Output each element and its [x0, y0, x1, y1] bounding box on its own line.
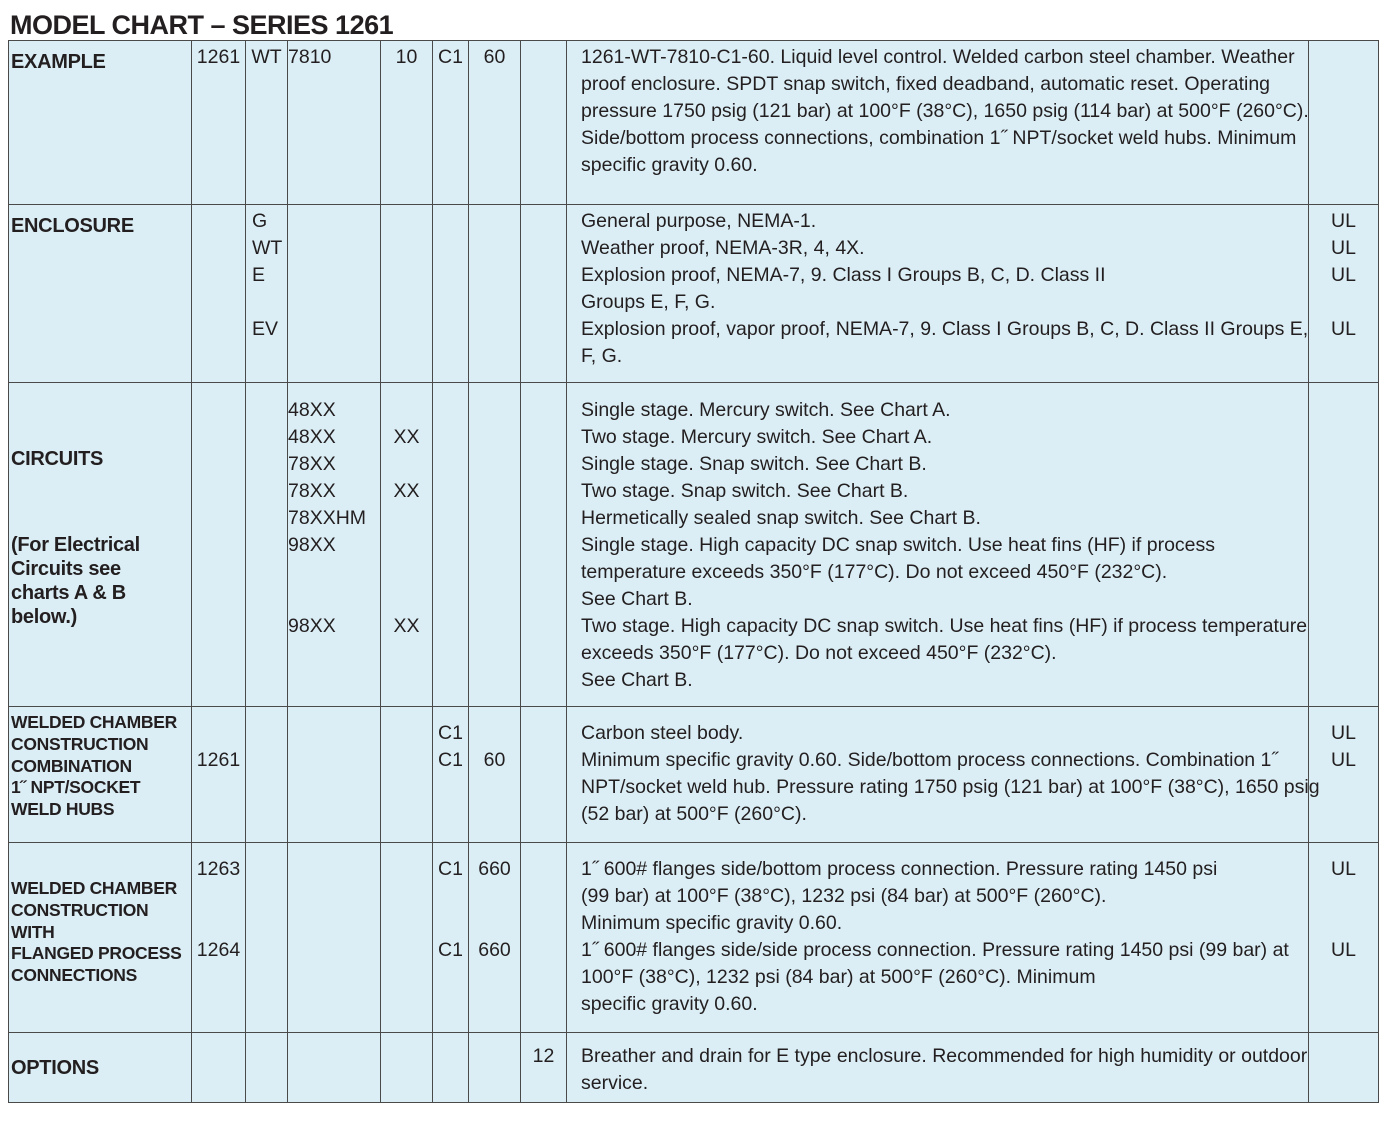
circuits-note: (For Electrical Circuits see charts A & B below.) [11, 534, 140, 628]
row-welded-chamber [9, 707, 1379, 843]
options-label: OPTIONS [11, 1057, 99, 1079]
circuits-label: CIRCUITS [11, 448, 104, 470]
example-circuit2: 10 [395, 46, 418, 68]
row-flanged [9, 843, 1379, 1033]
enclosure-label: ENCLOSURE [11, 215, 134, 237]
welded-chamber-label: WELDED CHAMBER CONSTRUCTION COMBINATION 1˝ NPT/SOCKET WELD HUBS [11, 712, 177, 820]
welded-gravity: 60 [469, 707, 521, 843]
example-gravity: 60 [483, 46, 506, 68]
flanged-approvals: UL UL [1309, 843, 1379, 1033]
row-example [9, 41, 1379, 205]
enclosure-approvals: UL UL UL UL [1309, 205, 1379, 383]
enclosure-codes: G WT E EV [246, 205, 288, 383]
row-circuits [9, 383, 1379, 707]
row-enclosure [9, 205, 1379, 383]
options-description: Breather and drain for E type enclosure. Recommended for high humidity or outdoor service. [567, 1033, 1309, 1103]
example-description: 1261-WT-7810-C1-60. Liquid level control. Welded carbon steel chamber. Weather proof enclosure. SPDT snap switch, fixed deadband, automatic reset. Operating pressure 1750 psig (121 bar) at 100°F (38°C), 1650 psig (114 bar) at 500°F (260°C). Side/bottom process connections, combination 1˝ NPT/socket weld hubs. Minimum specific gravity 0.60. [567, 41, 1309, 205]
example-label-cell [9, 41, 192, 205]
welded-models: 1261 [192, 707, 246, 843]
flanged-label: WELDED CHAMBER CONSTRUCTION WITH FLANGED PROCESS CONNECTIONS [11, 878, 182, 986]
example-construction: C1 [438, 46, 463, 68]
example-model: 1261 [196, 46, 241, 68]
circuit-codes: 48XX 48XX 78XX 78XX 78XXHM 98XX 98XX [288, 383, 381, 707]
example-enclosure: WT [251, 46, 282, 68]
enclosure-description: General purpose, NEMA-1. Weather proof, NEMA-3R, 4, 4X. Explosion proof, NEMA-7, 9. Class I Groups B, C, D. Class II Groups E, F, G. Explosion proof, vapor proof, NEMA-7, 9. Class I Groups B, C, D. Class II Groups E, F, G. [567, 205, 1309, 383]
flanged-gravity: 660 660 [469, 843, 521, 1033]
welded-description: Carbon steel body. Minimum specific gravity 0.60. Side/bottom process connections. Combination 1˝ NPT/socket weld hub. Pressure rating 1750 psig (121 bar) at 100°F (38°C), 1650 psig (52 bar) at 500°F (260°C). [567, 707, 1309, 843]
option-code: 12 [532, 1045, 555, 1067]
circuit-stage-codes: XX XX XX [381, 383, 433, 707]
example-circuit: 7810 [288, 46, 332, 68]
flanged-models: 1263 1264 [192, 843, 246, 1033]
flanged-construction: C1 C1 [433, 843, 469, 1033]
circuits-description: Single stage. Mercury switch. See Chart A. Two stage. Mercury switch. See Chart A. Single stage. Snap switch. See Chart B. Two stage. Snap switch. See Chart B. Hermetically sealed snap switch. See Chart B. Single stage. High capacity DC snap switch. Use heat fins (HF) if process temperature exceeds 350°F (177°C). Do not exceed 450°F (232°C). See Chart B. Two stage. High capacity DC snap switch. Use heat fins (HF) if process temperature exceeds 350°F (177°C). Do not exceed 450°F (232°C). See Chart B. [567, 383, 1309, 707]
row-options [9, 1033, 1379, 1103]
welded-construction: C1 C1 [433, 707, 469, 843]
welded-approvals: UL UL [1309, 707, 1379, 843]
example-label: EXAMPLE [11, 51, 106, 73]
page-title: MODEL CHART – SERIES 1261 [10, 10, 394, 40]
flanged-description: 1˝ 600# flanges side/bottom process connection. Pressure rating 1450 psi (99 bar) at 100°F (38°C), 1232 psi (84 bar) at 500°F (260°C). Minimum specific gravity 0.60. 1˝ 600# flanges side/side process connection. Pressure rating 1450 psi (99 bar) at 100°F (38°C), 1232 psi (84 bar) at 500°F (260°C). Minimum specific gravity 0.60. [567, 843, 1309, 1033]
model-chart-table [8, 40, 1379, 1103]
